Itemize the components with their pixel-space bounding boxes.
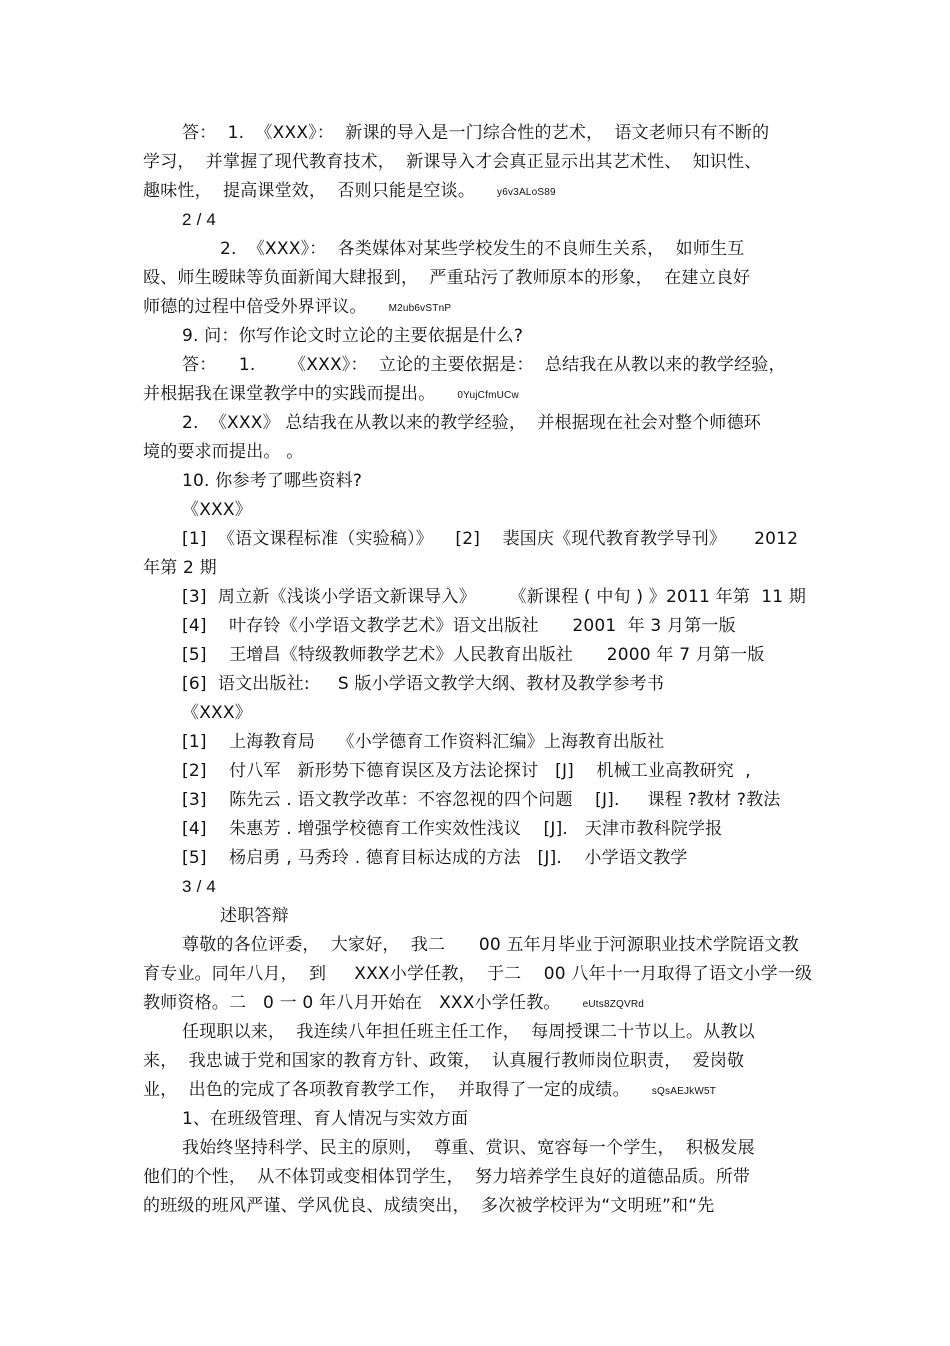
text-line: 殴、师生暧昧等负面新闻大肆报到， 严重玷污了教师原本的形象， 在建立良好: [143, 268, 751, 288]
watermark-code: sQsAEJkW5T: [651, 1086, 717, 1097]
watermark-code: M2ub6vSTnP: [388, 303, 452, 314]
reference-item: [4] 叶存铃《小学语文教学艺术》语文出版社 2001 年 3 月第一版: [182, 616, 736, 636]
question-heading: 10. 你参考了哪些资料?: [182, 471, 363, 491]
reference-item: [3] 陈先云 . 语文教学改革：不容忽视的四个问题 [J]. 课程 ?教材 ?教法: [182, 790, 781, 810]
text-line: 教师资格。二 0 一 0 年八月开始在 XXX小学任教。 eUts8ZQVRd: [143, 993, 645, 1013]
reference-item: [1] 上海教育局 《小学德育工作资料汇编》上海教育出版社: [182, 732, 665, 752]
reference-item: [5] 王增昌《特级教师教学艺术》人民教育出版社 2000 年 7 月第一版: [182, 645, 765, 665]
reference-item: [1] 《语文课程标准（实验稿）》 [2] 裴国庆《现代教育教学导刊》 2012: [182, 529, 799, 549]
text-line: 境的要求而提出。 。: [143, 442, 304, 462]
reference-item: [4] 朱惠芳 . 增强学校德育工作实效性浅议 [J]. 天津市教科院学报: [182, 819, 723, 839]
text-line: 他们的个性， 从不体罚或变相体罚学生， 努力培养学生良好的道德品质。所带: [143, 1167, 751, 1187]
reference-item: [2] 付八军 新形势下德育误区及方法论探讨 [J] 机械工业高教研究 ,: [182, 761, 751, 781]
text-line: 答： 1. 《XXX》： 新课的导入是一门综合性的艺术， 语文老师只有不断的: [182, 123, 770, 143]
text-line: 趣味性， 提高课堂效， 否则只能是空谈。 y6v3ALoS89: [143, 181, 556, 201]
text-line: 并根据我在课堂教学中的实践而提出。 0YujCfmUCw: [143, 384, 519, 404]
text-line: 2. 《XXX》 总结我在从教以来的教学经验， 并根据现在社会对整个师德环: [182, 413, 761, 433]
reference-item: [3] 周立新《浅谈小学语文新课导入》 《新课程 ( 中旬 ) 》2011 年第 11 期: [182, 587, 807, 607]
text-line: 尊敬的各位评委， 大家好， 我二 00 五年月毕业于河源职业技术学院语文教: [182, 935, 799, 955]
text-line: 我始终坚持科学、民主的原则， 尊重、赏识、宽容每一个学生， 积极发展: [182, 1138, 755, 1158]
text-line: 来， 我忠诚于党和国家的教育方针、政策， 认真履行教师岗位职责， 爱岗敬: [143, 1051, 745, 1071]
reference-group-title: 《XXX》: [182, 500, 252, 520]
watermark-code: eUts8ZQVRd: [582, 999, 645, 1010]
text-line: 师德的过程中倍受外界评议。 M2ub6vSTnP: [143, 297, 452, 317]
watermark-code: y6v3ALoS89: [497, 187, 556, 198]
reference-item: 年第 2 期: [143, 558, 217, 578]
page-number: 2 / 4: [182, 210, 217, 229]
section-title: 述职答辩: [220, 906, 289, 926]
watermark-code: 0YujCfmUCw: [457, 390, 519, 401]
text-line: 答： 1. 《XXX》： 立论的主要依据是： 总结我在从教以来的教学经验，: [182, 355, 786, 375]
page-number: 3 / 4: [182, 877, 217, 896]
question-heading: 9. 问：你写作论文时立论的主要依据是什么?: [182, 326, 524, 346]
reference-item: [6] 语文出版社: S 版小学语文教学大纲、教材及教学参考书: [182, 674, 665, 694]
subsection-title: 1、在班级管理、育人情况与实效方面: [182, 1109, 469, 1129]
reference-group-title: 《XXX》: [182, 703, 252, 723]
text-line: 育专业。同年八月， 到 XXX小学任教， 于二 00 八年十一月取得了语文小学一级: [143, 964, 813, 984]
text-line: 的班级的班风严谨、学风优良、成绩突出， 多次被学校评为“文明班”和“先: [143, 1196, 715, 1216]
text-line: 学习， 并掌握了现代教育技术， 新课导入才会真正显示出其艺术性、 知识性、: [143, 152, 762, 172]
text-line: 业， 出色的完成了各项教育教学工作， 并取得了一定的成绩。 sQsAEJkW5T: [143, 1080, 717, 1100]
text-line: 2. 《XXX》： 各类媒体对某些学校发生的不良师生关系， 如师生互: [220, 239, 745, 259]
text-line: 任现职以来， 我连续八年担任班主任工作， 每周授课二十节以上。从教以: [182, 1022, 755, 1042]
reference-item: [5] 杨启勇 , 马秀玲 . 德育目标达成的方法 [J]. 小学语文教学: [182, 848, 688, 868]
